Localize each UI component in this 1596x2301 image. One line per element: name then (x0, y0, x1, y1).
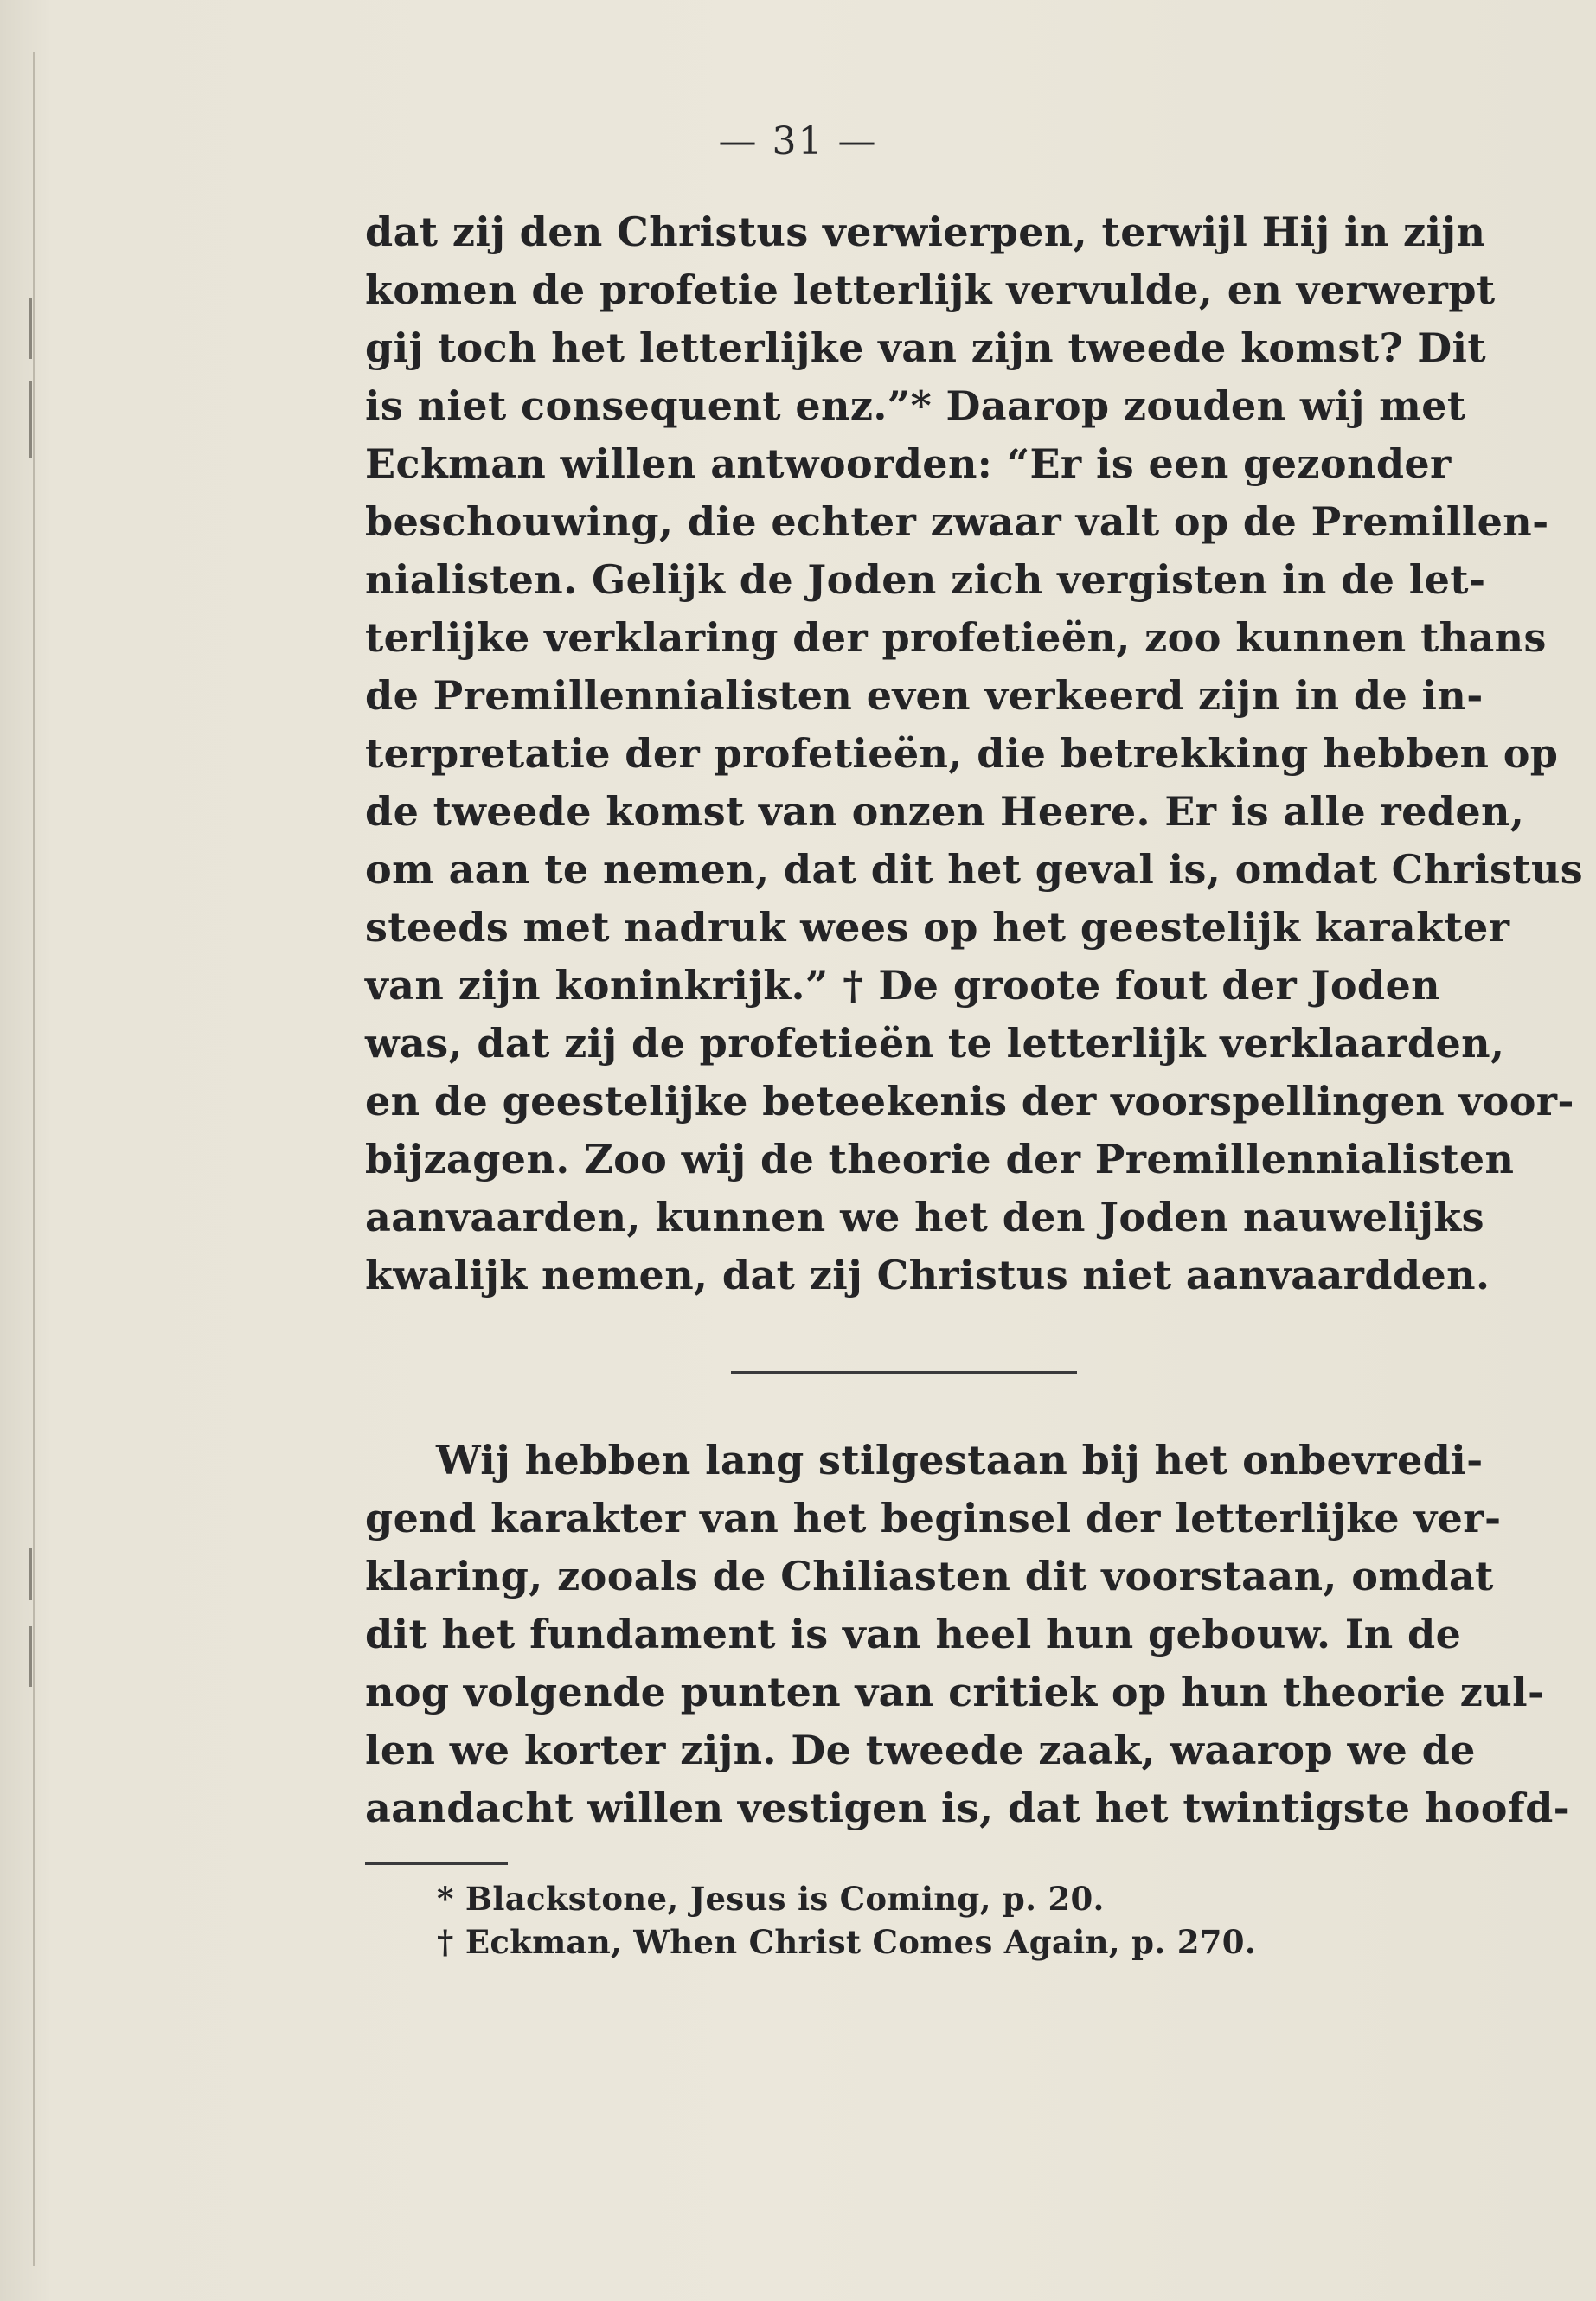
text-line: steeds met nadruk wees op het geestelijk karakter (365, 904, 1510, 951)
binding-mark (29, 1626, 32, 1687)
text-line: gij toch het letterlijke van zijn tweede komst? Dit (365, 324, 1487, 371)
binding-mark (29, 381, 32, 458)
text-line: aanvaarden, kunnen we het den Joden nauwelijks (365, 1194, 1484, 1240)
text-line: komen de profetie letterlijk vervulde, en verwerpt (365, 266, 1496, 313)
binding-mark (29, 298, 32, 359)
paragraph-2 (365, 1432, 1571, 1837)
text-line: len we korter zijn. De tweede zaak, waarop we de (365, 1727, 1476, 1773)
paragraph-1 (365, 203, 1584, 1304)
binding-mark (29, 1548, 32, 1600)
text-line: dat zij den Christus verwierpen, terwijl Hij in zijn (365, 208, 1486, 255)
binding-edge (33, 52, 35, 2266)
text-line: gend karakter van het beginsel der letterlijke ver- (365, 1495, 1502, 1541)
footnote-2: † Eckman, When Christ Comes Again, p. 270. (437, 1923, 1257, 1961)
section-divider (731, 1371, 1077, 1374)
text-line: terpretatie der profetieën, die betrekking hebben op (365, 730, 1559, 777)
text-line: kwalijk nemen, dat zij Christus niet aanvaardden. (365, 1252, 1490, 1298)
text-line: beschouwing, die echter zwaar valt op de Premillen- (365, 498, 1549, 545)
text-line: nialisten. Gelijk de Joden zich vergisten in de let- (365, 556, 1486, 603)
text-line: Eckman willen antwoorden: “Er is een gezonder (365, 440, 1452, 487)
text-line: terlijke verklaring der profetieën, zoo kunnen thans (365, 614, 1547, 661)
text-line: klaring, zooals de Chiliasten dit voorstaan, omdat (365, 1553, 1494, 1599)
text-line: en de geestelijke beteekenis der voorspellingen voor- (365, 1078, 1574, 1125)
text-line: de Premillennialisten even verkeerd zijn in de in- (365, 672, 1484, 719)
text-line: aandacht willen vestigen is, dat het twintigste hoofd- (365, 1785, 1571, 1831)
text-line: nog volgende punten van critiek op hun theorie zul- (365, 1669, 1545, 1715)
text-line: dit het fundament is van heel hun gebouw. In de (365, 1611, 1462, 1657)
text-line: om aan te nemen, dat dit het geval is, omdat Christus (365, 846, 1584, 893)
text-line: Wij hebben lang stilgestaan bij het onbevredi- (436, 1437, 1484, 1484)
text-line: is niet consequent enz.”* Daarop zouden wij met (365, 382, 1466, 429)
text-line: was, dat zij de profetieën te letterlijk verklaarden, (365, 1020, 1505, 1067)
footnotes (437, 1877, 1256, 1964)
footnote-1: * Blackstone, Jesus is Coming, p. 20. (437, 1880, 1105, 1918)
footnote-divider (365, 1862, 508, 1865)
page-number: — 31 — (718, 119, 878, 163)
text-line: de tweede komst van onzen Heere. Er is alle reden, (365, 788, 1525, 835)
text-line: bijzagen. Zoo wij de theorie der Premillennialisten (365, 1136, 1515, 1183)
text-line: van zijn koninkrijk.” † De groote fout der Joden (365, 962, 1440, 1009)
